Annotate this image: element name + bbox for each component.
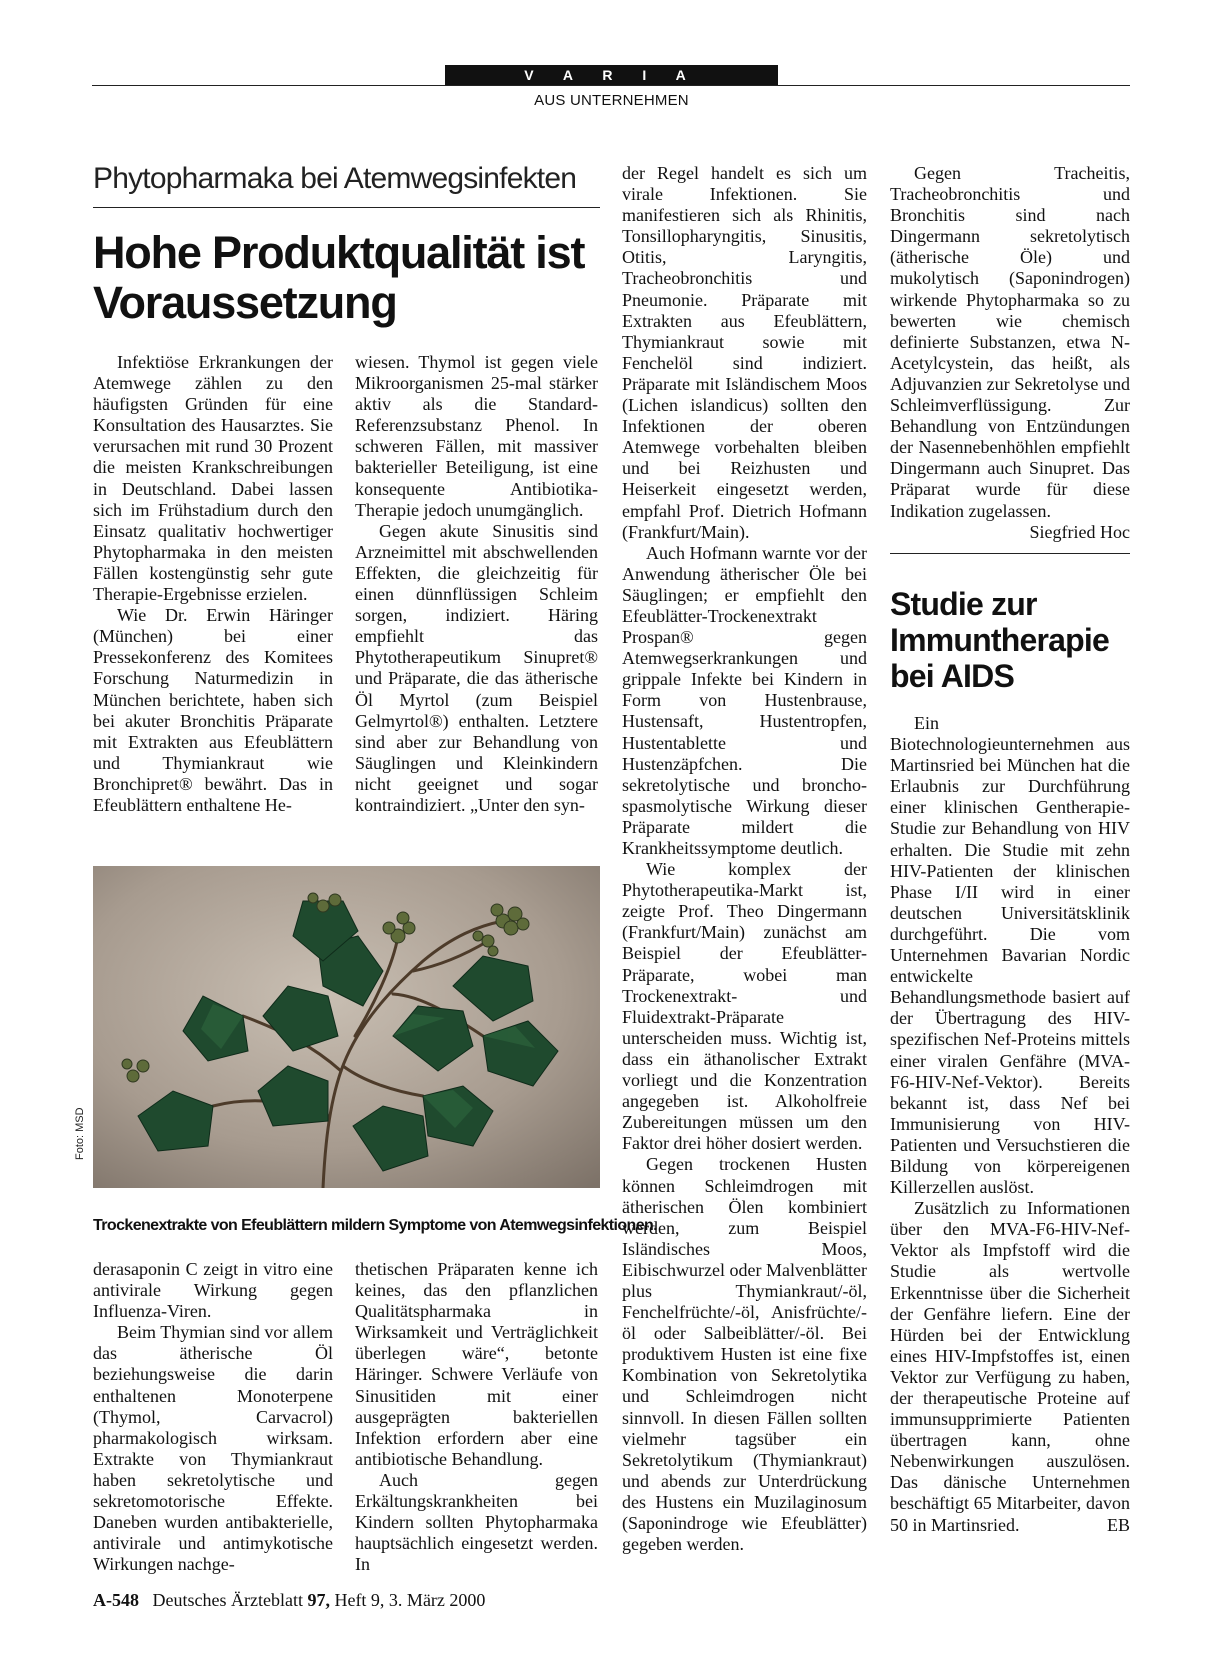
paragraph <box>890 163 1130 542</box>
paragraph: Gegen trockenen Husten können Schleimdrogen mit ätherischen Ölen kombiniert werden, zum Beispiel Isländisches Moos, Eibischwurzel oder Malvenblätter plus Thymiankraut/-öl, Fenchelfrüchte/-öl, Anisfrüchte/-öl oder Salbeiblätter/-öl. Bei produktivem Husten ist eine fixe Kombination von Sekretolytika und Schleimdrogen nicht sinnvoll. In diesen Fällen sollten vielmehr tagsüber ein Sekretolytikum (Thymiankraut) und abends zur Unterdrückung des Hustens ein Muzilaginosum (Saponindroge wie Efeublätter) gegeben werden. <box>622 1154 867 1555</box>
column-3 <box>622 163 867 1555</box>
column-4-bottom <box>890 713 1130 1536</box>
kicker-rule <box>93 207 600 208</box>
paragraph: der Regel handelt es sich um virale Infektionen. Sie manifestieren sich als Rhinitis, Tonsillopharyngitis, Sinusitis, Otitis, Laryngitis, Tracheobronchitis und Pneumonie. Präparate mit Extrakten aus Efeublättern, Thymiankraut sowie mit Fenchelöl sind indiziert. Präparate mit Isländischem Moos (Lichen islandicus) sollten den Infektionen der oberen Atemwege vorbehalten bleiben und bei Reizhusten und Heiserkeit eingesetzt werden, empfahl Prof. Dietrich Hofmann (Frankfurt/Main). <box>622 163 867 542</box>
volume-number: 97, <box>307 1590 330 1610</box>
issue-date: Heft 9, 3. März 2000 <box>334 1590 486 1610</box>
journal-name: Deutsches Ärzteblatt <box>152 1590 303 1610</box>
paragraph: Gegen akute Sinusitis sind Arzneimittel mit abschwellenden Effekten, die gleichzeitig für einen dünnflüssigen Schleim sorgen, indiziert. Häring empfiehlt das Phytotherapeutikum Sinupret® und Präparate, die das ätherische Öl Myrtol (zum Beispiel Gelmyrtol®) enthalten. Letztere sind aber zur Behandlung von Säuglingen und Kleinkindern nicht geeignet und sogar kontraindiziert. „Unter den syn- <box>355 520 598 815</box>
paragraph-text: Gegen Tracheitis, Tracheobronchitis und Bronchitis sind nach Dingermann sekretolytisch (ätherische Öle) und mukolytisch (Saponindrogen) wirkende Phytopharmaka so zu bewerten wie chemisch definierte Substanzen, etwa N-Acetylcystein, das heißt, als Adjuvanzien zur Sekretolyse und Schleimverflüssigung. Zur Behandlung von Entzündungen der Nasennebenhöhlen empfiehlt Dingermann auch Sinupret. Das Präparat wurde für diese Indikation zugelassen. <box>890 163 1130 521</box>
subsection-label: AUS UNTERNEHMEN <box>534 92 689 109</box>
column-4-top <box>890 163 1130 543</box>
paragraph: derasaponin C zeigt in vitro eine antivirale Wirkung gegen Influenza-Viren. <box>93 1259 333 1322</box>
author-signature: EB <box>1106 1514 1130 1535</box>
paragraph: wiesen. Thymol ist gegen viele Mikroorganismen 25-mal stärker aktiv als die Standard-Referenzsubstanz Phenol. In schweren Fällen, mit massiver bakterieller Beteiligung, ist eine konsequente Antibiotika-Therapie jedoch unumgänglich. <box>355 352 598 520</box>
paragraph: Infektiöse Erkrankungen der Atemwege zählen zu den häufigsten Gründen für eine Konsultation des Hausarztes. Sie verursachen mit rund 30 Prozent die meisten Krankschreibungen in Deutschland. Dabei lassen sich im Frühstadium durch den Einsatz qualitativ hochwertiger Phytopharmaka in den meisten Fällen kostengünstig sehr gute Therapie-Ergebnisse erzielen. <box>93 352 333 605</box>
paragraph: Ein Biotechnologieunternehmen aus Martinsried bei München hat die Erlaubnis zur Durchführung einer klinischen Gentherapie-Studie zur Behandlung von HIV erhalten. Die Studie mit zehn HIV-Patienten der klinischen Phase I/II wird in einer deutschen Universitätsklinik durchgeführt. Die vom Unternehmen Bavarian Nordic entwickelte Behandlungsmethode basiert auf der Übertragung des HIV-spezifischen Nef-Proteins mittels einer viralen Genfähre (MVA-F6-HIV-Nef-Vektor). Bereits bekannt ist, dass Nef bei Immunisierung von HIV-Patienten und Versuchstieren die Bildung von körpereigenen Killerzellen auslöst. <box>890 713 1130 1198</box>
paragraph: Beim Thymian sind vor allem das ätherische Öl beziehungsweise die darin enthaltenen Monoterpene (Thymol, Carvacrol) pharmakologisch wirksam. Extrakte von Thymiankraut haben sekretolytische und sekretomotorische Effekte. Daneben wurden antibakterielle, antivirale und antimykotische Wirkungen nachge- <box>93 1322 333 1575</box>
page-footer <box>93 1590 485 1611</box>
paragraph: Auch Hofmann warnte vor der Anwendung ätherischer Öle bei Säuglingen; er empfiehlt den Efeublätter-Trockenextrakt Prospan® gegen Atemwegserkrankungen und grippale Infekte bei Kindern in Form von Hustenbrause, Hustensaft, Hustentropfen, Hustentablette und Hustenzäpfchen. Die sekretolytische und broncho-spasmolytische Wirkung dieser Präparate mildert die Krankheitssymptome deutlich. <box>622 542 867 858</box>
paragraph <box>890 1198 1130 1536</box>
article-kicker: Phytopharmaka bei Atemwegsinfekten <box>93 162 577 195</box>
column-1-top <box>93 352 333 816</box>
article-headline: Hohe Produktqualität ist Voraussetzung <box>93 227 585 328</box>
ivy-photo <box>93 866 600 1188</box>
article-separator <box>890 553 1130 554</box>
paragraph: Auch gegen Erkältungskrankheiten bei Kindern sollten Phytopharmaka hauptsächlich eingesetzt werden. In <box>355 1469 598 1575</box>
paragraph-text: Zusätzlich zu Informationen über den MVA-F6-HIV-Nef-Vektor als Impfstoff wird die Studie als wertvolle Erkenntnisse über die Sicherheit der Genfähre liefern. Eine der Hürden bei der Entwicklung eines HIV-Impfstoffes ist, einen Vektor zur Verfügung zu haben, der therapeutische Proteine auf immunsupprimierte Patienten übertragen kann, ohne Nebenwirkungen auszulösen. Das dänische Unternehmen beschäftigt 65 Mitarbeiter, davon 50 in Martinsried. <box>890 1198 1130 1535</box>
column-1-bottom <box>93 1259 333 1575</box>
photo-caption: Trockenextrakte von Efeublättern mildern Symptome von Atemwegsinfektionen. <box>93 1217 658 1234</box>
header-rule <box>92 85 1130 86</box>
article-2-headline: Studie zur Immuntherapie bei AIDS <box>890 586 1109 694</box>
photo-credit: Foto: MSD <box>74 1107 86 1160</box>
page-number: A-548 <box>93 1590 139 1610</box>
ivy-branch-image <box>93 866 600 1188</box>
paragraph: Wie komplex der Phytotherapeutika-Markt ist, zeigte Prof. Theo Dingermann (Frankfurt/Main) zunächst am Beispiel der Efeublätter-Präparate, wobei man Trockenextrakt- und Fluidextrakt-Präparate unterscheiden muss. Wichtig ist, dass ein äthanolischer Extrakt vorliegt und die Konzentration angegeben ist. Alkoholfreie Zubereitungen müssen um den Faktor drei höher dosiert werden. <box>622 859 867 1154</box>
paragraph: Wie Dr. Erwin Häringer (München) bei einer Pressekonferenz des Komitees Forschung Naturmedizin in München berichtete, haben sich bei akuter Bronchitis Präparate mit Extrakten aus Efeublättern und Thymiankraut wie Bronchipret® bewährt. Das in Efeublättern enthaltene He- <box>93 605 333 815</box>
paragraph: thetischen Präparaten kenne ich keines, das den pflanzlichen Qualitätspharmaka in Wirksamkeit und Verträglichkeit überlegen wäre“, betonte Häringer. Schwere Verläufe von Sinusitiden mit einer ausgeprägten bakteriellen Infektion erfordern aber eine antibiotische Behandlung. <box>355 1259 598 1469</box>
column-2-bottom <box>355 1259 598 1575</box>
author-signature: Siegfried Hoc <box>1029 521 1130 542</box>
column-2-top <box>355 352 598 816</box>
section-banner: V A R I A <box>445 65 778 86</box>
